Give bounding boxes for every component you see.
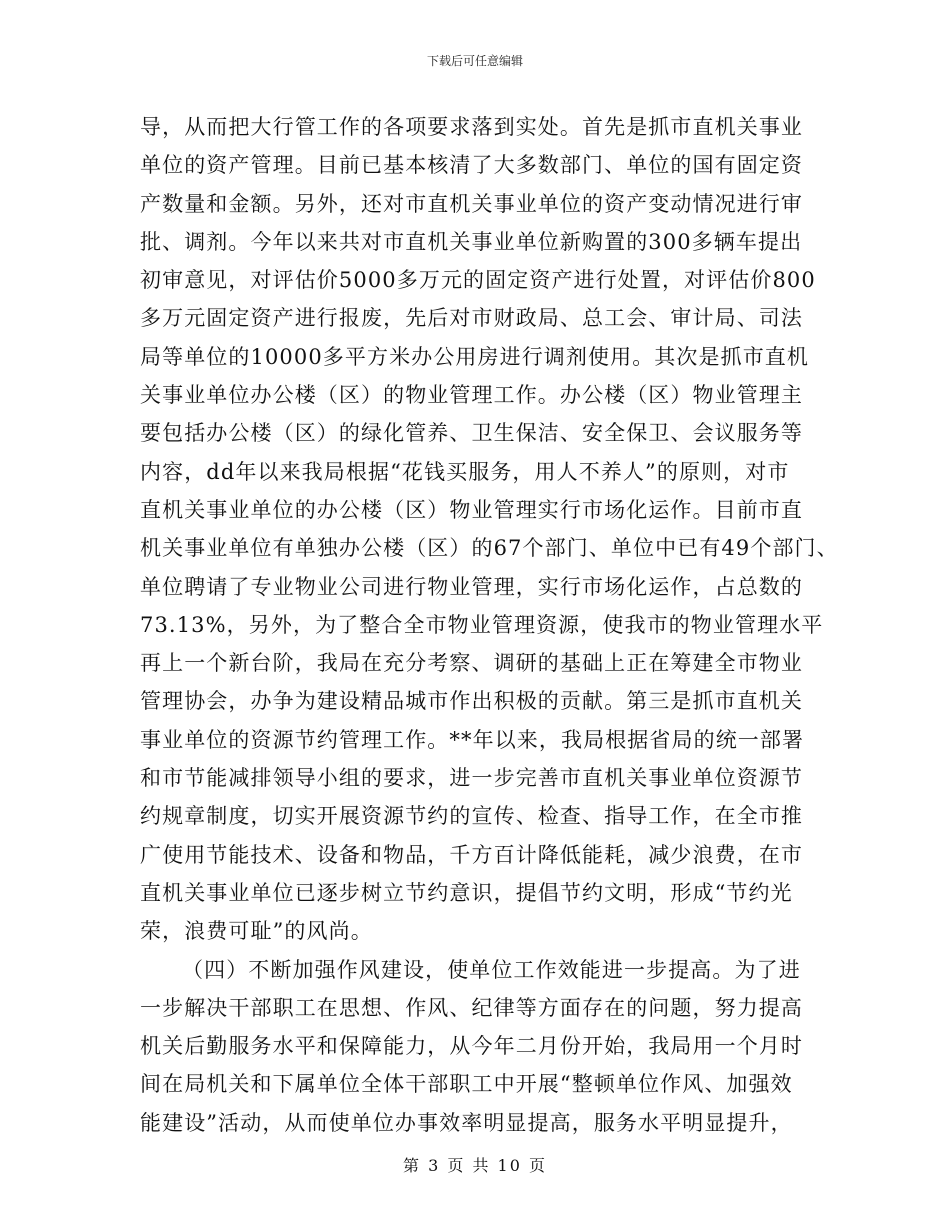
- text-line: 荣，浪费可耻”的风尚。: [140, 919, 373, 944]
- text-line: 批、调剂。今年以来共对市直机关事业单位新购置的300多辆车提出: [140, 229, 803, 254]
- text-line: 直机关事业单位的办公楼（区）物业管理实行市场化运作。目前市直: [140, 497, 803, 522]
- text-line: 事业单位的资源节约管理工作。**年以来，我局根据省局的统一部署: [140, 727, 805, 752]
- text-line: 单位聘请了专业物业公司进行物业管理，实行市场化运作，占总数的: [140, 574, 803, 599]
- text-line: 能建设”活动，从而使单位办事效率明显提高，服务水平明显提升，: [140, 1110, 793, 1135]
- page-number-footer: 第 3 页 共 10 页: [403, 1156, 547, 1175]
- text-line: 机关事业单位有单独办公楼（区）的67个部门、单位中已有49个部门、: [140, 536, 839, 561]
- text-line: 产数量和金额。另外，还对市直机关事业单位的资产变动情况进行审: [140, 191, 803, 216]
- text-line: 直机关事业单位已逐步树立节约意识，提倡节约文明，形成“节约光: [140, 880, 793, 905]
- text-line: 再上一个新台阶，我局在充分考察、调研的基础上正在筹建全市物业: [140, 651, 803, 676]
- text-line: 单位的资产管理。目前已基本核清了大多数部门、单位的国有固定资: [140, 153, 803, 178]
- text-line: 机关后勤服务水平和保障能力，从今年二月份开始，我局用一个月时: [140, 1034, 803, 1059]
- text-line: 内容，dd年以来我局根据“花钱买服务，用人不养人”的原则，对市: [140, 459, 790, 484]
- header-note: 下载后可任意编辑: [426, 54, 523, 68]
- paragraph-start-line: （四）不断加强作风建设，使单位工作效能进一步提高。为了进: [182, 957, 801, 982]
- text-line: 局等单位的10000多平方米办公用房进行调剂使用。其次是抓市直机: [140, 344, 810, 369]
- text-line: 导，从而把大行管工作的各项要求落到实处。首先是抓市直机关事业: [140, 115, 803, 139]
- text-line: 关事业单位办公楼（区）的物业管理工作。办公楼（区）物业管理主: [140, 383, 803, 408]
- text-line: 要包括办公楼（区）的绿化管养、卫生保洁、安全保卫、会议服务等: [140, 421, 803, 446]
- text-line: 管理协会，办争为建设精品城市作出积极的贡献。第三是抓市直机关: [140, 689, 803, 714]
- text-line: 广使用节能技术、设备和物品，千方百计降低能耗，减少浪费，在市: [140, 842, 803, 867]
- text-line: 初审意见，对评估价5000多万元的固定资产进行处置，对评估价800: [140, 268, 816, 293]
- text-line: 多万元固定资产进行报废，先后对市财政局、总工会、审计局、司法: [140, 306, 803, 331]
- text-line: 和市节能减排领导小组的要求，进一步完善市直机关事业单位资源节: [140, 766, 803, 791]
- document-body: [140, 108, 860, 1142]
- text-line: 一步解决干部职工在思想、作风、纪律等方面存在的问题，努力提高: [140, 995, 803, 1020]
- text-line: 间在局机关和下属单位全体干部职工中开展“整顿单位作风、加强效: [140, 1072, 793, 1097]
- text-line: 约规章制度，切实开展资源节约的宣传、检查、指导工作，在全市推: [140, 804, 803, 829]
- text-line: 73.13%，另外，为了整合全市物业管理资源，使我市的物业管理水平: [140, 612, 824, 637]
